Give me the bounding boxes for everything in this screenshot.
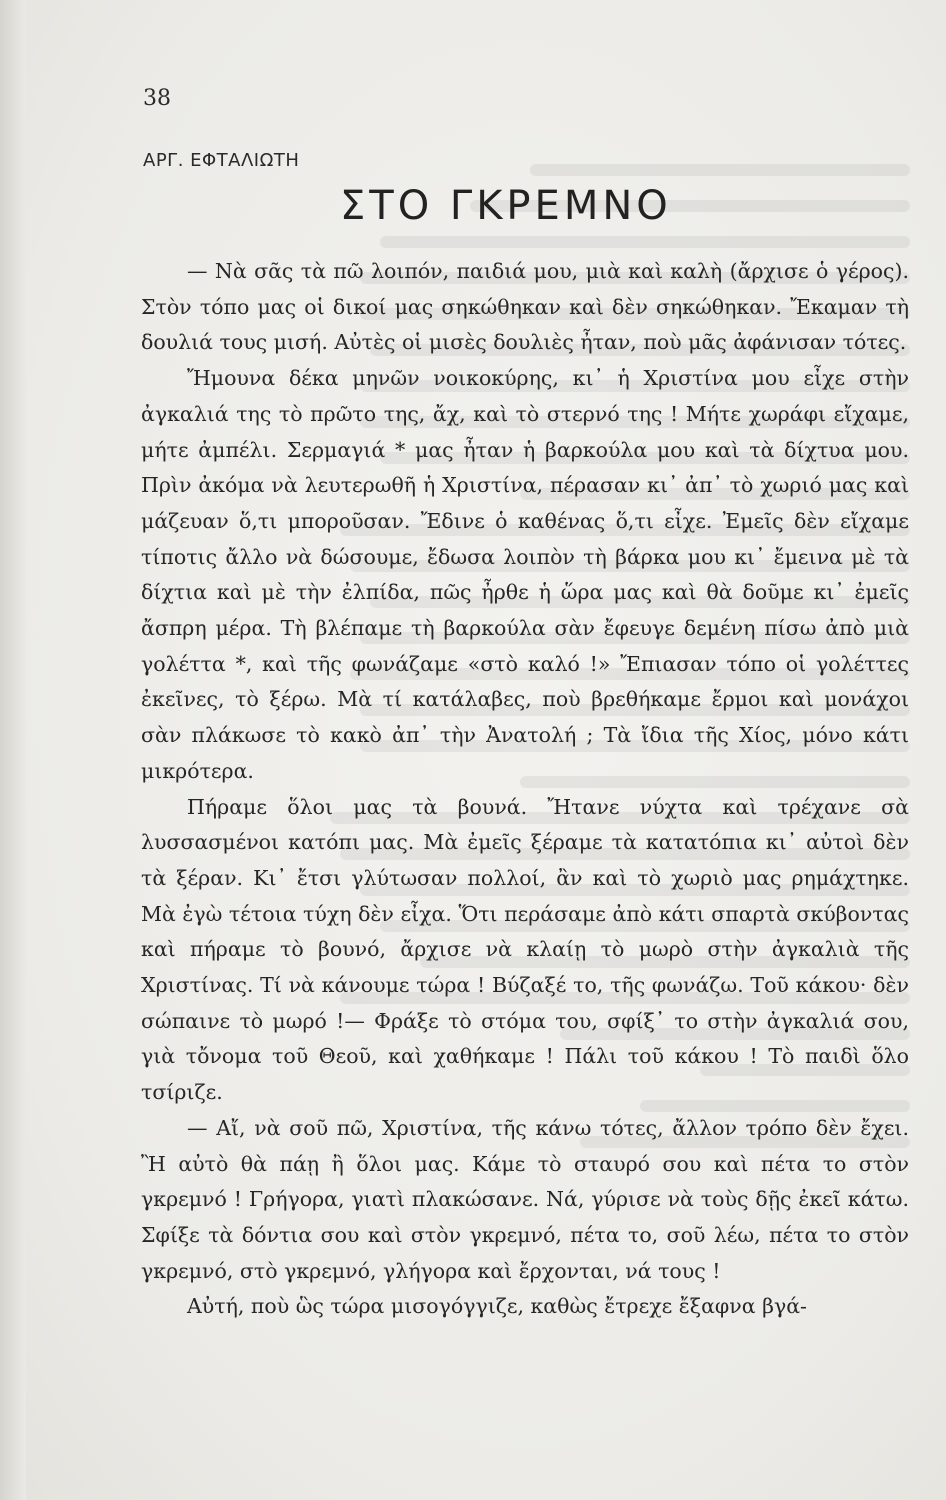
story-body <box>141 254 909 1325</box>
paragraph: — Νὰ σᾶς τὰ πῶ λοιπόν, παιδιά μου, μιὰ καὶ καλὴ (ἄρχισε ὁ γέρος). Στὸν τόπο μας οἱ δικοί μας σηκώθηκαν καὶ δὲν σηκώθηκαν. Ἔκαμαν τὴ δουλιά τους μισή. Αὐτὲς οἱ μισὲς δουλιὲς ἦταν, ποὺ μᾶς ἀφάνισαν τότες. <box>141 259 909 355</box>
page-number: 38 <box>143 86 171 111</box>
author-name: ΑΡΓ. ΕΦΤΑΛΙΩΤΗ <box>143 150 300 171</box>
paragraph: Αὐτή, ποὺ ὣς τώρα μισογόγγιζε, καθὼς ἔτρεχε ἔξαφνα βγά- <box>187 1294 807 1319</box>
story-title: ΣΤΟ ΓΚΡΕΜΝΟ <box>340 183 672 229</box>
paragraph: — Αἴ, νὰ σοῦ πῶ, Χριστίνα, τῆς κάνω τότες, ἄλλον τρόπο δὲν ἔχει. Ἢ αὐτὸ θὰ πάῃ ἢ ὅλοι μας. Κάμε τὸ σταυρό σου καὶ πέτα το στὸν γκρεμνό ! Γρήγορα, γιατὶ πλακώσανε. Νά, γύρισε νὰ τοὺς δῇς ἐκεῖ κάτω. Σφίξε τὰ δόντια σου καὶ στὸν γκρεμνό, πέτα το, σοῦ λέω, πέτα το στὸν γκρεμνό, στὸ γκρεμνό, γλήγορα καὶ ἔρχονται, νά τους ! <box>141 1115 909 1283</box>
paragraph: Ἤμουνα δέκα μηνῶν νοικοκύρης, κι᾿ ἡ Χριστίνα μου εἶχε στὴν ἀγκαλιά της τὸ πρῶτο της, ἄχ, καὶ τὸ στερνό της ! Μήτε χωράφι εἴχαμε, μήτε ἀμπέλι. Σερμαγιά * μας ἦταν ἡ βαρκούλα μου καὶ τὰ δίχτυα μου. Πρὶν ἀκόμα νὰ λευτερωθῆ ἡ Χριστίνα, πέρασαν κι᾿ ἀπ᾿ τὸ χωριό μας καὶ μάζευαν ὅ,τι μποροῦσαν. Ἔδινε ὁ καθένας ὅ,τι εἶχε. Ἐμεῖς δὲν εἴχαμε τίποτις ἄλλο νὰ δώσουμε, ἔδωσα λοιπὸν τὴ βάρκα μου κι᾿ ἔμεινα μὲ τὰ δίχτια καὶ μὲ τὴν ἐλπίδα, πῶς ἦρθε ἡ ὥρα μας καὶ θὰ δοῦμε κι᾿ ἐμεῖς ἄσπρη μέρα. Τὴ βλέπαμε τὴ βαρκούλα σὰν ἔφευγε δεμένη πίσω ἀπὸ μιὰ γολέττα *, καὶ τῆς φωνάζαμε «στὸ καλό !» Ἔπιασαν τόπο οἱ γολέττες ἐκεῖνες, τὸ ξέρω. Μὰ τί κατάλαβες, ποὺ βρεθήκαμε ἔρμοι καὶ μονάχοι σὰν πλάκωσε τὸ κακὸ ἀπ᾿ τὴν Ἀνατολή ; Τὰ ἴδια τῆς Χίος, μόνο κάτι μικρότερα. <box>141 366 909 783</box>
paragraph: Πήραμε ὅλοι μας τὰ βουνά. Ἤτανε νύχτα καὶ τρέχανε σὰ λυσσασμένοι κατόπι μας. Μὰ ἐμεῖς ξέραμε τὰ κατατόπια κι᾿ αὐτοὶ δὲν τὰ ξέραν. Κι᾿ ἔτσι γλύτωσαν πολλοί, ἂν καὶ τὸ χωριὸ μας ρημάχτηκε. Μὰ ἐγὼ τέτοια τύχη δὲν εἶχα. Ὅτι περάσαμε ἀπὸ κάτι σπαρτὰ σκύβοντας καὶ πήραμε τὸ βουνό, ἄρχισε νὰ κλαίῃ τὸ μωρὸ στὴν ἀγκαλιὰ τῆς Χριστίνας. Τί νὰ κάνουμε τώρα ! Βύζαξέ το, τῆς φωνάζω. Τοῦ κάκου· δὲν σώπαινε τὸ μωρό !— Φράξε τὸ στόμα του, σφίξ᾿ το στὴν ἀγκαλιά σου, γιὰ τὄνομα τοῦ Θεοῦ, καὶ χαθήκαμε ! Πάλι τοῦ κάκου ! Τὸ παιδὶ ὅλο τσίριζε. <box>141 794 909 1105</box>
page-gutter-shadow <box>0 0 26 1500</box>
